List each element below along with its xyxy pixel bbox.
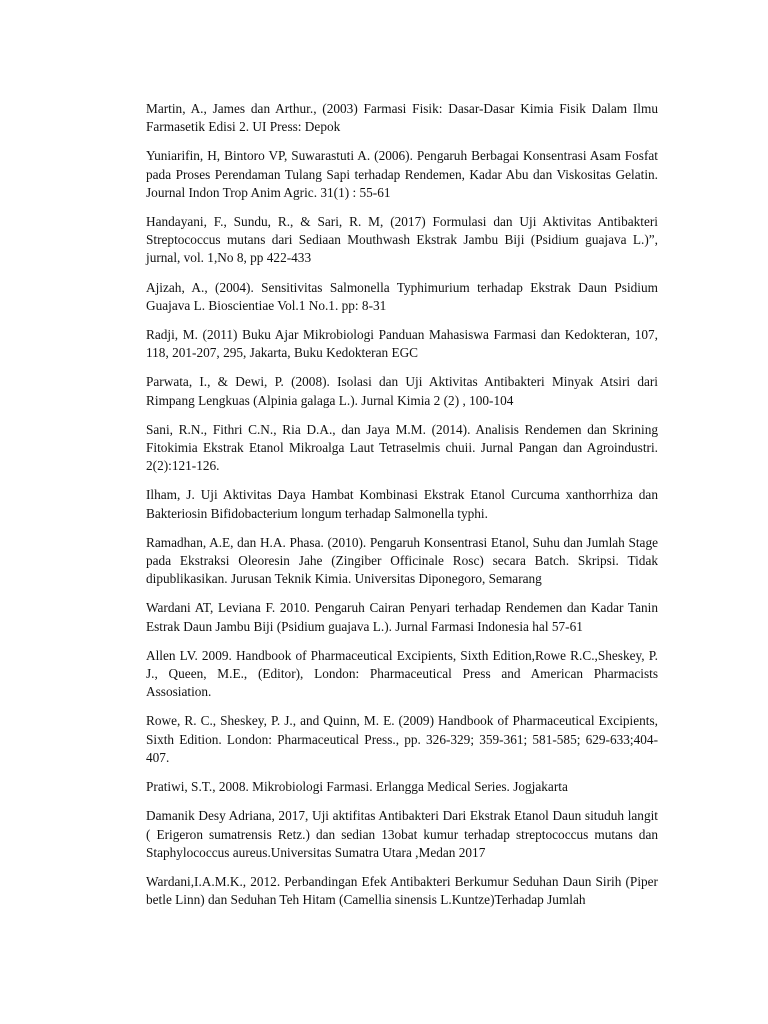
reference-item: Yuniarifin, H, Bintoro VP, Suwarastuti A. (2006). Pengaruh Berbagai Konsentrasi Asam Fosfat pada Proses Perendaman Tulang Sapi terhadap Rendemen, Kadar Abu dan Viskositas Gelatin. Journal Indon Trop Anim Agric. 31(1) : 55-61 [146, 148, 658, 200]
reference-list [146, 100, 658, 920]
reference-item: Ajizah, A., (2004). Sensitivitas Salmonella Typhimurium terhadap Ekstrak Daun Psidium Guajava L. Bioscientiae Vol.1 No.1. pp: 8-31 [146, 279, 658, 313]
reference-item: Pratiwi, S.T., 2008. Mikrobiologi Farmasi. Erlangga Medical Series. Jogjakarta [146, 779, 568, 795]
reference-item: Wardani AT, Leviana F. 2010. Pengaruh Cairan Penyari terhadap Rendemen dan Kadar Tanin Estrak Daun Jambu Biji (Psidium guajava L.). Jurnal Farmasi Indonesia hal 57-61 [146, 600, 658, 634]
reference-item: Martin, A., James dan Arthur., (2003) Farmasi Fisik: Dasar-Dasar Kimia Fisik Dalam Ilmu Farmasetik Edisi 2. UI Press: Depok [146, 101, 658, 135]
reference-item: Handayani, F., Sundu, R., & Sari, R. M, (2017) Formulasi dan Uji Aktivitas Antibakteri Streptococcus mutans dari Sediaan Mouthwash Ekstrak Jambu Biji (Psidium guajava L.)”, jurnal, vol. 1,No 8, pp 422-433 [146, 214, 658, 266]
reference-item: Ramadhan, A.E, dan H.A. Phasa. (2010). Pengaruh Konsentrasi Etanol, Suhu dan Jumlah Stage pada Ekstraksi Oleoresin Jahe (Zingiber Officinale Rosc) secara Batch. Skripsi. Tidak dipublikasikan. Jurusan Teknik Kimia. Universitas Diponegoro, Semarang [146, 534, 658, 587]
reference-item: Damanik Desy Adriana, 2017, Uji aktifitas Antibakteri Dari Ekstrak Etanol Daun situduh langit ( Erigeron sumatrensis Retz.) dan sedian 13obat kumur terhadap streptococcus mutans dan Staphylococcus aureus.Universitas Sumatra Utara ,Medan 2017 [146, 808, 658, 860]
reference-item: Rowe, R. C., Sheskey, P. J., and Quinn, M. E. (2009) Handbook of Pharmaceutical Excipients, Sixth Edition. London: Pharmaceutical Press., pp. 326-329; 359-361; 581-585; 629-633;404-407. [146, 713, 658, 765]
reference-item: Ilham, J. Uji Aktivitas Daya Hambat Kombinasi Ekstrak Etanol Curcuma xanthorrhiza dan Bakteriosin Bifidobacterium longum terhadap Salmonella typhi. [146, 487, 658, 521]
reference-item: Allen LV. 2009. Handbook of Pharmaceutical Excipients, Sixth Edition,Rowe R.C.,Sheskey, P. J., Queen, M.E., (Editor), London: Pharmaceutical Press and American Pharmacists Assosiation. [146, 647, 658, 700]
reference-item: Wardani,I.A.M.K., 2012. Perbandingan Efek Antibakteri Berkumur Seduhan Daun Sirih (Piper betle Linn) dan Seduhan Teh Hitam (Camellia sinensis L.Kuntze)Terhadap Jumlah [146, 873, 658, 908]
reference-item: Sani, R.N., Fithri C.N., Ria D.A., dan Jaya M.M. (2014). Analisis Rendemen dan Skrining Fitokimia Ekstrak Etanol Mikroalga Laut Tetraselmis chuii. Jurnal Pangan dan Agroindustri. 2(2):121-126. [146, 421, 658, 474]
reference-item: Radji, M. (2011) Buku Ajar Mikrobiologi Panduan Mahasiswa Farmasi dan Kedokteran, 107, 118, 201-207, 295, Jakarta, Buku Kedokteran EGC [146, 327, 658, 361]
reference-item: Parwata, I., & Dewi, P. (2008). Isolasi dan Uji Aktivitas Antibakteri Minyak Atsiri dari Rimpang Lengkuas (Alpinia galaga L.). Jurnal Kimia 2 (2) , 100-104 [146, 374, 658, 408]
